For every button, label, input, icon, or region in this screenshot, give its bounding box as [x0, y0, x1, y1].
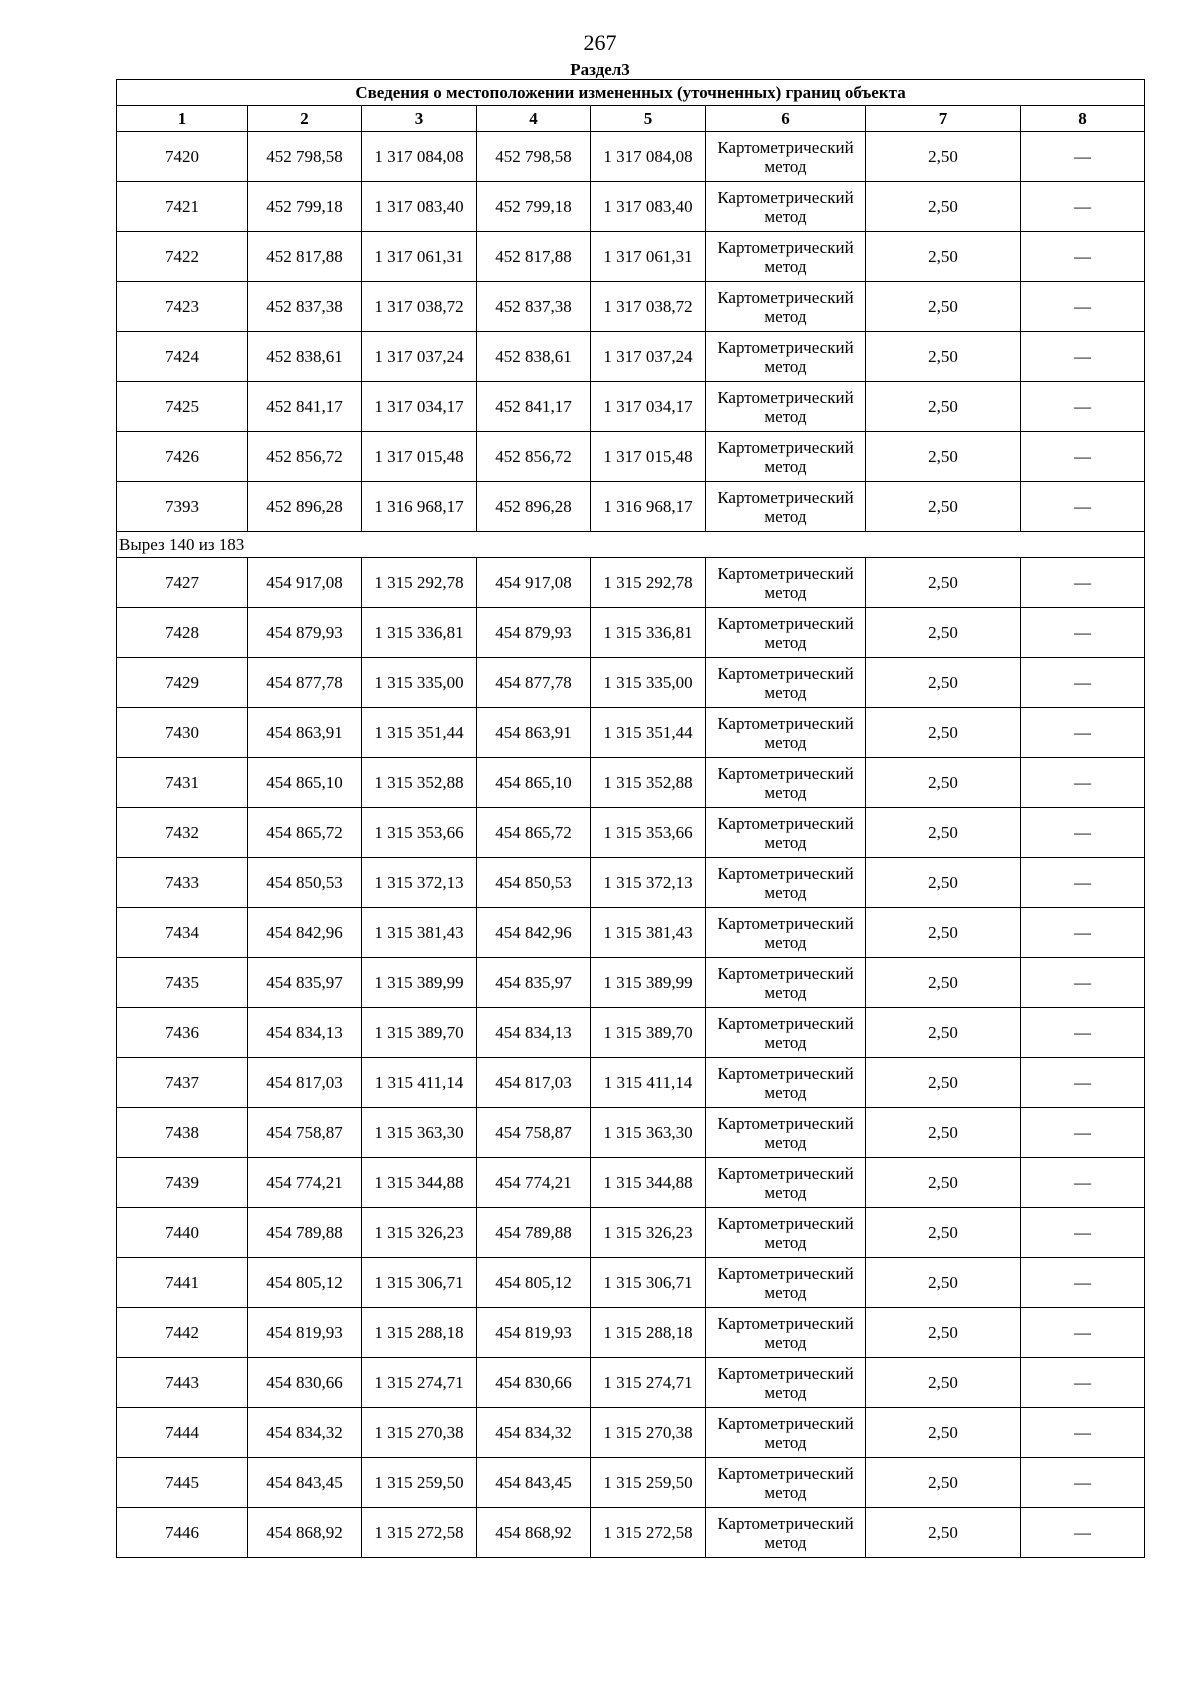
x-existing-cell: 452 896,28	[248, 482, 362, 532]
note-cell: —	[1021, 958, 1145, 1008]
table-row	[117, 1258, 1145, 1308]
x-existing-cell: 454 877,78	[248, 658, 362, 708]
y-existing-cell: 1 315 335,00	[362, 658, 477, 708]
y-new-cell: 1 315 353,66	[591, 808, 706, 858]
accuracy-cell: 2,50	[866, 1408, 1021, 1458]
point-number-cell: 7434	[117, 908, 248, 958]
accuracy-cell: 2,50	[866, 758, 1021, 808]
note-cell: —	[1021, 482, 1145, 532]
point-number-cell: 7429	[117, 658, 248, 708]
method-cell: Картометрический метод	[706, 858, 866, 908]
column-number-row	[117, 106, 1145, 132]
y-existing-cell: 1 315 274,71	[362, 1358, 477, 1408]
table-row	[117, 1508, 1145, 1558]
y-new-cell: 1 317 034,17	[591, 382, 706, 432]
y-new-cell: 1 315 306,71	[591, 1258, 706, 1308]
accuracy-cell: 2,50	[866, 858, 1021, 908]
x-new-cell: 454 774,21	[477, 1158, 591, 1208]
x-new-cell: 454 819,93	[477, 1308, 591, 1358]
note-cell: —	[1021, 1058, 1145, 1108]
point-number-cell: 7433	[117, 858, 248, 908]
y-existing-cell: 1 317 015,48	[362, 432, 477, 482]
method-cell: Картометрический метод	[706, 808, 866, 858]
y-new-cell: 1 317 015,48	[591, 432, 706, 482]
x-existing-cell: 454 819,93	[248, 1308, 362, 1358]
note-cell: —	[1021, 1308, 1145, 1358]
x-existing-cell: 454 917,08	[248, 558, 362, 608]
y-new-cell: 1 315 274,71	[591, 1358, 706, 1408]
y-new-cell: 1 315 344,88	[591, 1158, 706, 1208]
table-row	[117, 608, 1145, 658]
x-new-cell: 452 798,58	[477, 132, 591, 182]
method-cell: Картометрический метод	[706, 708, 866, 758]
x-new-cell: 452 856,72	[477, 432, 591, 482]
x-existing-cell: 452 856,72	[248, 432, 362, 482]
accuracy-cell: 2,50	[866, 1008, 1021, 1058]
table-row	[117, 482, 1145, 532]
table-row	[117, 1108, 1145, 1158]
column-number-header: 3	[362, 106, 477, 132]
y-existing-cell: 1 315 411,14	[362, 1058, 477, 1108]
y-existing-cell: 1 315 306,71	[362, 1258, 477, 1308]
y-existing-cell: 1 315 351,44	[362, 708, 477, 758]
y-new-cell: 1 315 335,00	[591, 658, 706, 708]
point-number-cell: 7425	[117, 382, 248, 432]
x-new-cell: 454 843,45	[477, 1458, 591, 1508]
table-row	[117, 1058, 1145, 1108]
table-row	[117, 382, 1145, 432]
method-cell: Картометрический метод	[706, 1058, 866, 1108]
note-cell: —	[1021, 1258, 1145, 1308]
table-row	[117, 182, 1145, 232]
method-cell: Картометрический метод	[706, 332, 866, 382]
y-new-cell: 1 317 061,31	[591, 232, 706, 282]
table-row	[117, 708, 1145, 758]
note-cell: —	[1021, 908, 1145, 958]
accuracy-cell: 2,50	[866, 1358, 1021, 1408]
y-existing-cell: 1 317 083,40	[362, 182, 477, 232]
y-existing-cell: 1 315 259,50	[362, 1458, 477, 1508]
y-new-cell: 1 315 288,18	[591, 1308, 706, 1358]
y-existing-cell: 1 315 363,30	[362, 1108, 477, 1158]
y-new-cell: 1 315 326,23	[591, 1208, 706, 1258]
x-existing-cell: 454 843,45	[248, 1458, 362, 1508]
y-existing-cell: 1 316 968,17	[362, 482, 477, 532]
accuracy-cell: 2,50	[866, 1308, 1021, 1358]
y-new-cell: 1 315 292,78	[591, 558, 706, 608]
y-new-cell: 1 315 363,30	[591, 1108, 706, 1158]
x-existing-cell: 454 850,53	[248, 858, 362, 908]
point-number-cell: 7441	[117, 1258, 248, 1308]
table-row	[117, 132, 1145, 182]
point-number-cell: 7421	[117, 182, 248, 232]
accuracy-cell: 2,50	[866, 132, 1021, 182]
point-number-cell: 7444	[117, 1408, 248, 1458]
x-existing-cell: 454 865,72	[248, 808, 362, 858]
accuracy-cell: 2,50	[866, 908, 1021, 958]
page-number: 267	[583, 30, 617, 55]
y-existing-cell: 1 315 389,70	[362, 1008, 477, 1058]
note-cell: —	[1021, 432, 1145, 482]
accuracy-cell: 2,50	[866, 1508, 1021, 1558]
accuracy-cell: 2,50	[866, 558, 1021, 608]
column-number-header: 4	[477, 106, 591, 132]
note-cell: —	[1021, 1108, 1145, 1158]
note-cell: —	[1021, 1358, 1145, 1408]
accuracy-cell: 2,50	[866, 482, 1021, 532]
accuracy-cell: 2,50	[866, 608, 1021, 658]
point-number-cell: 7440	[117, 1208, 248, 1258]
method-cell: Картометрический метод	[706, 1458, 866, 1508]
y-new-cell: 1 315 372,13	[591, 858, 706, 908]
accuracy-cell: 2,50	[866, 1158, 1021, 1208]
table-row	[117, 1158, 1145, 1208]
y-existing-cell: 1 317 038,72	[362, 282, 477, 332]
point-number-cell: 7435	[117, 958, 248, 1008]
note-cell: —	[1021, 1458, 1145, 1508]
x-new-cell: 454 842,96	[477, 908, 591, 958]
y-existing-cell: 1 315 389,99	[362, 958, 477, 1008]
x-existing-cell: 452 799,18	[248, 182, 362, 232]
group-label: Вырез 140 из 183	[117, 532, 1145, 558]
point-number-cell: 7437	[117, 1058, 248, 1108]
y-new-cell: 1 315 411,14	[591, 1058, 706, 1108]
y-existing-cell: 1 315 372,13	[362, 858, 477, 908]
note-cell: —	[1021, 1158, 1145, 1208]
table-row	[117, 858, 1145, 908]
x-existing-cell: 454 868,92	[248, 1508, 362, 1558]
accuracy-cell: 2,50	[866, 332, 1021, 382]
table-row	[117, 1458, 1145, 1508]
note-cell: —	[1021, 382, 1145, 432]
note-cell: —	[1021, 608, 1145, 658]
y-existing-cell: 1 317 034,17	[362, 382, 477, 432]
x-new-cell: 452 837,38	[477, 282, 591, 332]
note-cell: —	[1021, 1408, 1145, 1458]
note-cell: —	[1021, 182, 1145, 232]
y-new-cell: 1 315 259,50	[591, 1458, 706, 1508]
point-number-cell: 7430	[117, 708, 248, 758]
y-new-cell: 1 317 037,24	[591, 332, 706, 382]
accuracy-cell: 2,50	[866, 1108, 1021, 1158]
table-row	[117, 958, 1145, 1008]
x-existing-cell: 452 798,58	[248, 132, 362, 182]
accuracy-cell: 2,50	[866, 658, 1021, 708]
y-new-cell: 1 317 084,08	[591, 132, 706, 182]
table-row	[117, 808, 1145, 858]
method-cell: Картометрический метод	[706, 1208, 866, 1258]
x-existing-cell: 454 865,10	[248, 758, 362, 808]
column-number-header: 1	[117, 106, 248, 132]
x-new-cell: 454 850,53	[477, 858, 591, 908]
y-new-cell: 1 315 381,43	[591, 908, 706, 958]
column-number-header: 8	[1021, 106, 1145, 132]
method-cell: Картометрический метод	[706, 432, 866, 482]
y-new-cell: 1 315 272,58	[591, 1508, 706, 1558]
point-number-cell: 7445	[117, 1458, 248, 1508]
y-existing-cell: 1 317 061,31	[362, 232, 477, 282]
x-existing-cell: 454 758,87	[248, 1108, 362, 1158]
x-existing-cell: 452 817,88	[248, 232, 362, 282]
x-existing-cell: 454 805,12	[248, 1258, 362, 1308]
x-new-cell: 454 863,91	[477, 708, 591, 758]
y-new-cell: 1 315 270,38	[591, 1408, 706, 1458]
y-new-cell: 1 315 351,44	[591, 708, 706, 758]
point-number-cell: 7432	[117, 808, 248, 858]
table-row	[117, 1308, 1145, 1358]
y-existing-cell: 1 317 037,24	[362, 332, 477, 382]
y-existing-cell: 1 315 381,43	[362, 908, 477, 958]
point-number-cell: 7420	[117, 132, 248, 182]
x-new-cell: 454 834,13	[477, 1008, 591, 1058]
y-new-cell: 1 316 968,17	[591, 482, 706, 532]
method-cell: Картометрический метод	[706, 1308, 866, 1358]
x-new-cell: 454 758,87	[477, 1108, 591, 1158]
table-row	[117, 1208, 1145, 1258]
x-new-cell: 454 879,93	[477, 608, 591, 658]
x-new-cell: 452 817,88	[477, 232, 591, 282]
note-cell: —	[1021, 858, 1145, 908]
table-row	[117, 332, 1145, 382]
accuracy-cell: 2,50	[866, 1458, 1021, 1508]
y-existing-cell: 1 315 292,78	[362, 558, 477, 608]
x-existing-cell: 452 837,38	[248, 282, 362, 332]
note-cell: —	[1021, 1208, 1145, 1258]
accuracy-cell: 2,50	[866, 232, 1021, 282]
y-new-cell: 1 317 083,40	[591, 182, 706, 232]
accuracy-cell: 2,50	[866, 382, 1021, 432]
section-title: Раздел3	[570, 60, 630, 79]
accuracy-cell: 2,50	[866, 808, 1021, 858]
group-label-row	[117, 532, 1145, 558]
x-new-cell: 452 838,61	[477, 332, 591, 382]
accuracy-cell: 2,50	[866, 708, 1021, 758]
table-row	[117, 432, 1145, 482]
y-new-cell: 1 315 336,81	[591, 608, 706, 658]
y-existing-cell: 1 315 270,38	[362, 1408, 477, 1458]
accuracy-cell: 2,50	[866, 958, 1021, 1008]
method-cell: Картометрический метод	[706, 558, 866, 608]
table-caption-row	[117, 80, 1145, 106]
method-cell: Картометрический метод	[706, 1258, 866, 1308]
table-row	[117, 1408, 1145, 1458]
method-cell: Картометрический метод	[706, 658, 866, 708]
table-body	[117, 132, 1145, 1558]
method-cell: Картометрический метод	[706, 132, 866, 182]
y-existing-cell: 1 317 084,08	[362, 132, 477, 182]
x-existing-cell: 454 830,66	[248, 1358, 362, 1408]
x-existing-cell: 454 774,21	[248, 1158, 362, 1208]
table-row	[117, 558, 1145, 608]
x-new-cell: 454 817,03	[477, 1058, 591, 1108]
point-number-cell: 7431	[117, 758, 248, 808]
point-number-cell: 7427	[117, 558, 248, 608]
table-row	[117, 758, 1145, 808]
accuracy-cell: 2,50	[866, 1258, 1021, 1308]
y-new-cell: 1 315 389,70	[591, 1008, 706, 1058]
x-existing-cell: 454 835,97	[248, 958, 362, 1008]
y-new-cell: 1 317 038,72	[591, 282, 706, 332]
table-row	[117, 1358, 1145, 1408]
method-cell: Картометрический метод	[706, 1158, 866, 1208]
x-existing-cell: 452 838,61	[248, 332, 362, 382]
boundary-coordinates-table	[116, 79, 1145, 1558]
method-cell: Картометрический метод	[706, 908, 866, 958]
point-number-cell: 7424	[117, 332, 248, 382]
column-number-header: 6	[706, 106, 866, 132]
method-cell: Картометрический метод	[706, 1408, 866, 1458]
note-cell: —	[1021, 1508, 1145, 1558]
x-new-cell: 454 877,78	[477, 658, 591, 708]
point-number-cell: 7422	[117, 232, 248, 282]
x-new-cell: 454 865,10	[477, 758, 591, 808]
method-cell: Картометрический метод	[706, 608, 866, 658]
accuracy-cell: 2,50	[866, 1058, 1021, 1108]
column-number-header: 5	[591, 106, 706, 132]
method-cell: Картометрический метод	[706, 958, 866, 1008]
column-number-header: 2	[248, 106, 362, 132]
method-cell: Картометрический метод	[706, 382, 866, 432]
table-caption: Сведения о местоположении измененных (уточненных) границ объекта	[117, 80, 1145, 106]
note-cell: —	[1021, 332, 1145, 382]
x-existing-cell: 454 789,88	[248, 1208, 362, 1258]
method-cell: Картометрический метод	[706, 758, 866, 808]
note-cell: —	[1021, 808, 1145, 858]
method-cell: Картометрический метод	[706, 1108, 866, 1158]
x-new-cell: 454 834,32	[477, 1408, 591, 1458]
x-new-cell: 452 896,28	[477, 482, 591, 532]
method-cell: Картометрический метод	[706, 1508, 866, 1558]
table-row	[117, 1008, 1145, 1058]
x-new-cell: 452 799,18	[477, 182, 591, 232]
x-new-cell: 454 805,12	[477, 1258, 591, 1308]
point-number-cell: 7438	[117, 1108, 248, 1158]
x-existing-cell: 454 879,93	[248, 608, 362, 658]
x-existing-cell: 454 842,96	[248, 908, 362, 958]
table-row	[117, 232, 1145, 282]
x-existing-cell: 454 834,32	[248, 1408, 362, 1458]
x-new-cell: 454 865,72	[477, 808, 591, 858]
table-row	[117, 908, 1145, 958]
y-existing-cell: 1 315 272,58	[362, 1508, 477, 1558]
x-new-cell: 454 830,66	[477, 1358, 591, 1408]
note-cell: —	[1021, 132, 1145, 182]
x-new-cell: 454 835,97	[477, 958, 591, 1008]
note-cell: —	[1021, 232, 1145, 282]
y-existing-cell: 1 315 344,88	[362, 1158, 477, 1208]
column-number-header: 7	[866, 106, 1021, 132]
note-cell: —	[1021, 282, 1145, 332]
x-existing-cell: 454 834,13	[248, 1008, 362, 1058]
y-new-cell: 1 315 389,99	[591, 958, 706, 1008]
method-cell: Картометрический метод	[706, 1358, 866, 1408]
note-cell: —	[1021, 708, 1145, 758]
x-new-cell: 454 917,08	[477, 558, 591, 608]
note-cell: —	[1021, 758, 1145, 808]
y-existing-cell: 1 315 336,81	[362, 608, 477, 658]
y-existing-cell: 1 315 288,18	[362, 1308, 477, 1358]
point-number-cell: 7423	[117, 282, 248, 332]
point-number-cell: 7426	[117, 432, 248, 482]
y-existing-cell: 1 315 352,88	[362, 758, 477, 808]
point-number-cell: 7428	[117, 608, 248, 658]
method-cell: Картометрический метод	[706, 182, 866, 232]
point-number-cell: 7442	[117, 1308, 248, 1358]
method-cell: Картометрический метод	[706, 1008, 866, 1058]
note-cell: —	[1021, 658, 1145, 708]
accuracy-cell: 2,50	[866, 432, 1021, 482]
table-row	[117, 282, 1145, 332]
note-cell: —	[1021, 558, 1145, 608]
x-existing-cell: 452 841,17	[248, 382, 362, 432]
x-existing-cell: 454 817,03	[248, 1058, 362, 1108]
method-cell: Картометрический метод	[706, 482, 866, 532]
method-cell: Картометрический метод	[706, 282, 866, 332]
x-new-cell: 454 789,88	[477, 1208, 591, 1258]
x-new-cell: 452 841,17	[477, 382, 591, 432]
note-cell: —	[1021, 1008, 1145, 1058]
y-existing-cell: 1 315 353,66	[362, 808, 477, 858]
point-number-cell: 7436	[117, 1008, 248, 1058]
point-number-cell: 7446	[117, 1508, 248, 1558]
accuracy-cell: 2,50	[866, 182, 1021, 232]
point-number-cell: 7439	[117, 1158, 248, 1208]
accuracy-cell: 2,50	[866, 1208, 1021, 1258]
point-number-cell: 7393	[117, 482, 248, 532]
y-new-cell: 1 315 352,88	[591, 758, 706, 808]
point-number-cell: 7443	[117, 1358, 248, 1408]
table-row	[117, 658, 1145, 708]
accuracy-cell: 2,50	[866, 282, 1021, 332]
method-cell: Картометрический метод	[706, 232, 866, 282]
x-new-cell: 454 868,92	[477, 1508, 591, 1558]
y-existing-cell: 1 315 326,23	[362, 1208, 477, 1258]
x-existing-cell: 454 863,91	[248, 708, 362, 758]
